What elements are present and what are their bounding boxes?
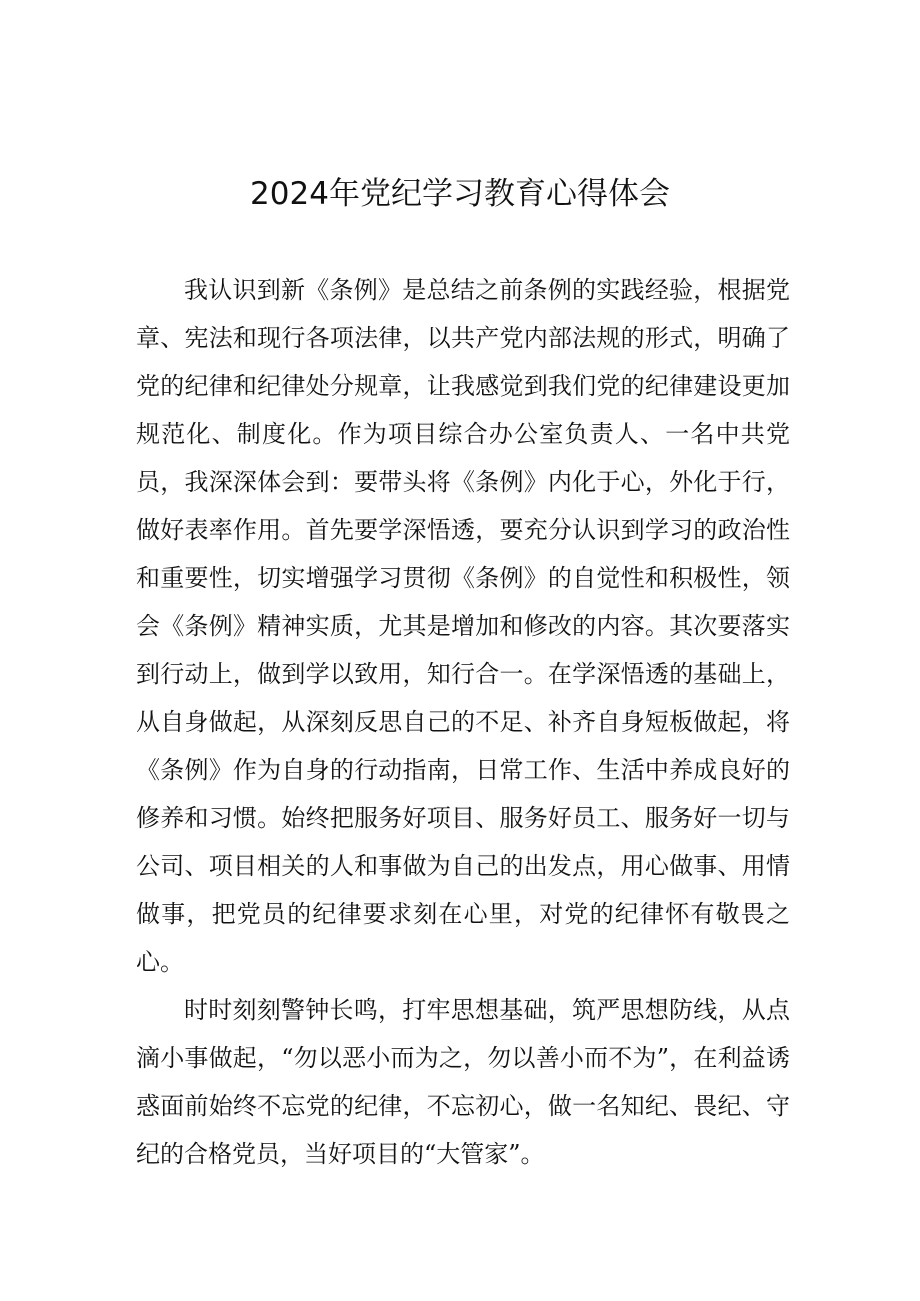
paragraph-2: 时时刻刻警钟长鸣，打牢思想基础，筑严思想防线，从点滴小事做起，“勿以恶小而为之，勿以善小而不为”，在利益诱惑面前始终不忘党的纪律，不忘初心，做一名知纪、畏纪、守纪的合格党员，当好项目的“大管家”。 bbox=[136, 996, 790, 1168]
paragraph-1: 我认识到新《条例》是总结之前条例的实践经验，根据党章、宪法和现行各项法律，以共产党内部法规的形式，明确了党的纪律和纪律处分规章，让我感觉到我们党的纪律建设更加规范化、制度化。作为项目综合办公室负责人、一名中共党员，我深深体会到：要带头将《条例》内化于心，外化于行，做好表率作用。首先要学深悟透，要充分认识到学习的政治性和重要性，切实增强学习贯彻《条例》的自觉性和积极性，领会《条例》精神实质，尤其是增加和修改的内容。其次要落实到行动上，做到学以致用，知行合一。在学深悟透的基础上，从自身做起，从深刻反思自己的不足、补齐自身短板做起，将《条例》作为自身的行动指南，日常工作、生活中养成良好的修养和习惯。始终把服务好项目、服务好员工、服务好一切与公司、项目相关的人和事做为自己的出发点，用心做事、用情做事，把党员的纪律要求刻在心里，对党的纪律怀有敬畏之心。 bbox=[136, 276, 790, 976]
document-body bbox=[136, 266, 790, 1178]
document-title: 2024年党纪学习教育心得体会 bbox=[250, 176, 670, 212]
